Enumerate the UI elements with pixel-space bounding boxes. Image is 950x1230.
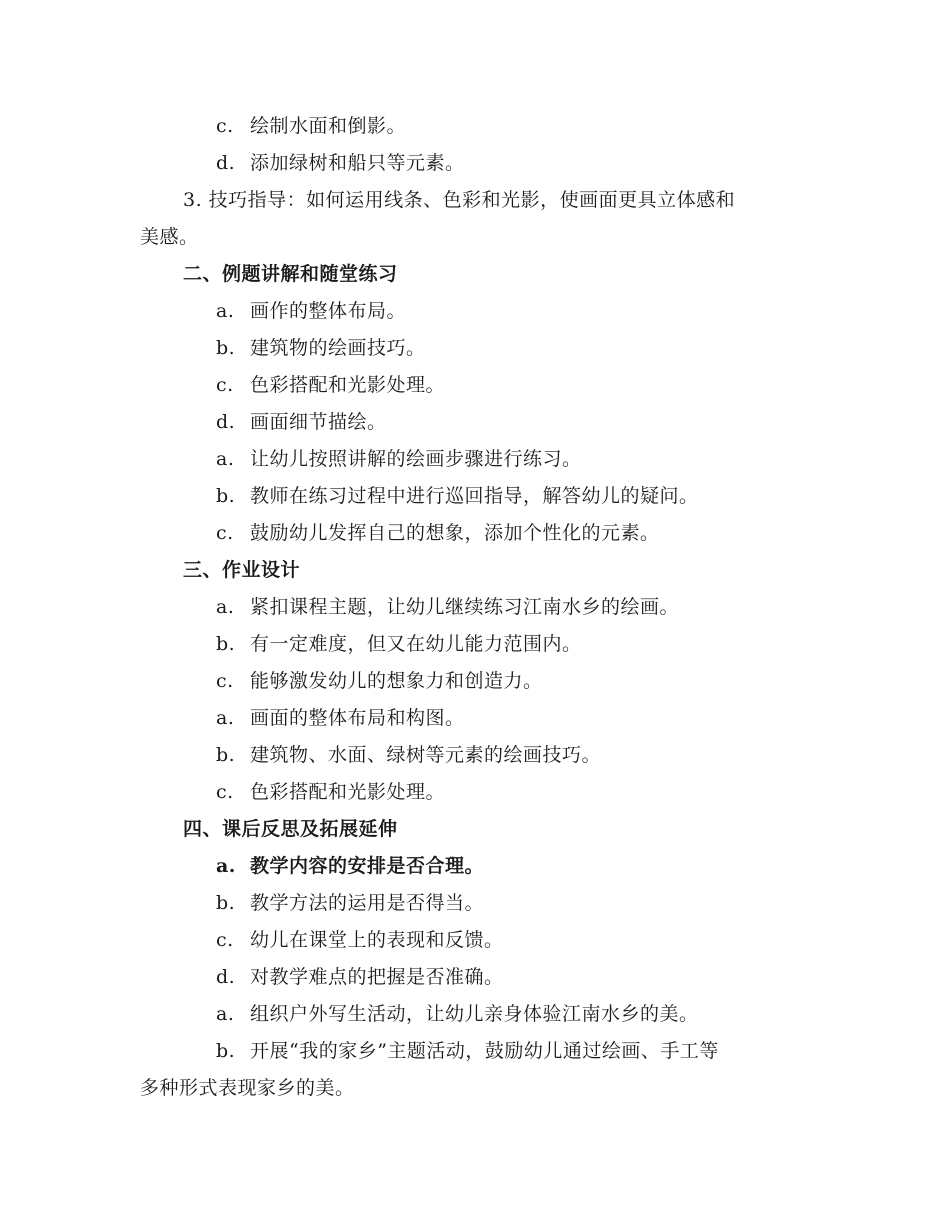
list-item: [140, 145, 810, 182]
list-item: [140, 700, 810, 737]
list-item-text: 画面的整体布局和构图。: [250, 707, 465, 729]
list-marker: b.: [216, 1040, 236, 1062]
list-marker: c.: [216, 115, 234, 137]
list-marker: b.: [216, 337, 236, 359]
list-item: [140, 737, 810, 774]
list-item: [140, 589, 810, 626]
list-item-text: 色彩搭配和光影处理。: [250, 374, 446, 396]
list-marker: d.: [216, 411, 236, 433]
list-marker: b.: [216, 744, 236, 766]
list-item: [140, 885, 810, 922]
paragraph-continuation: 多种形式表现家乡的美。: [140, 1077, 355, 1099]
list-item: [140, 478, 810, 515]
list-item: [140, 774, 810, 811]
list-marker: d.: [216, 152, 236, 174]
paragraph-continuation: 美感。: [140, 226, 199, 248]
list-item-text: 建筑物、水面、绿树等元素的绘画技巧。: [250, 744, 602, 766]
list-marker: b.: [216, 485, 236, 507]
list-marker: c.: [216, 670, 234, 692]
list-marker: b.: [216, 892, 236, 914]
list-item: [140, 1033, 810, 1070]
list-item: [140, 959, 810, 996]
list-marker: c.: [216, 522, 234, 544]
list-marker: a.: [216, 1003, 235, 1025]
list-item-text: 画作的整体布局。: [250, 300, 407, 322]
list-item-text: 绘制水面和倒影。: [250, 115, 407, 137]
section-heading: 三、作业设计: [183, 559, 301, 581]
list-item-text: 画面细节描绘。: [250, 411, 387, 433]
list-marker: b.: [216, 633, 236, 655]
list-marker: a.: [216, 300, 235, 322]
list-item-text: 紧扣课程主题，让幼儿继续练习江南水乡的绘画。: [250, 596, 680, 618]
list-item-text: 对教学难点的把握是否准确。: [250, 966, 504, 988]
document-body: [140, 108, 810, 1107]
list-marker: a.: [216, 707, 235, 729]
list-item: [140, 848, 810, 885]
list-item: [140, 330, 810, 367]
list-marker: c.: [216, 374, 234, 396]
list-item: [140, 108, 810, 145]
list-item: [140, 663, 810, 700]
list-item: [140, 367, 810, 404]
list-marker: d.: [216, 966, 236, 988]
list-item: [140, 996, 810, 1033]
list-item-text: 教学内容的安排是否合理。: [250, 855, 485, 877]
list-marker: a.: [216, 448, 235, 470]
list-item-text: 组织户外写生活动，让幼儿亲身体验江南水乡的美。: [250, 1003, 699, 1025]
paragraph-line: 3. 技巧指导：如何运用线条、色彩和光影，使画面更具立体感和: [183, 189, 736, 211]
list-marker: a.: [216, 596, 235, 618]
list-item-text: 让幼儿按照讲解的绘画步骤进行练习。: [250, 448, 582, 470]
list-item: [140, 293, 810, 330]
list-item: [140, 515, 810, 552]
list-item-text: 幼儿在课堂上的表现和反馈。: [250, 929, 504, 951]
list-marker: a.: [216, 855, 236, 877]
list-item: [140, 404, 810, 441]
list-item: [140, 626, 810, 663]
list-item-text: 添加绿树和船只等元素。: [250, 152, 465, 174]
section-heading: 二、例题讲解和随堂练习: [183, 263, 398, 285]
section-heading: 四、课后反思及拓展延伸: [183, 818, 398, 840]
list-item-text: 色彩搭配和光影处理。: [250, 781, 446, 803]
list-item-text: 能够激发幼儿的想象力和创造力。: [250, 670, 543, 692]
list-item: [140, 441, 810, 478]
list-item-text: 有一定难度，但又在幼儿能力范围内。: [250, 633, 582, 655]
list-item-text: 教师在练习过程中进行巡回指导，解答幼儿的疑问。: [250, 485, 699, 507]
list-item: [140, 922, 810, 959]
list-marker: c.: [216, 929, 234, 951]
list-item-text: 建筑物的绘画技巧。: [250, 337, 426, 359]
list-item-text: 开展“我的家乡”主题活动，鼓励幼儿通过绘画、手工等: [250, 1040, 719, 1062]
list-item-text: 教学方法的运用是否得当。: [250, 892, 485, 914]
list-item-text: 鼓励幼儿发挥自己的想象，添加个性化的元素。: [250, 522, 660, 544]
list-marker: c.: [216, 781, 234, 803]
